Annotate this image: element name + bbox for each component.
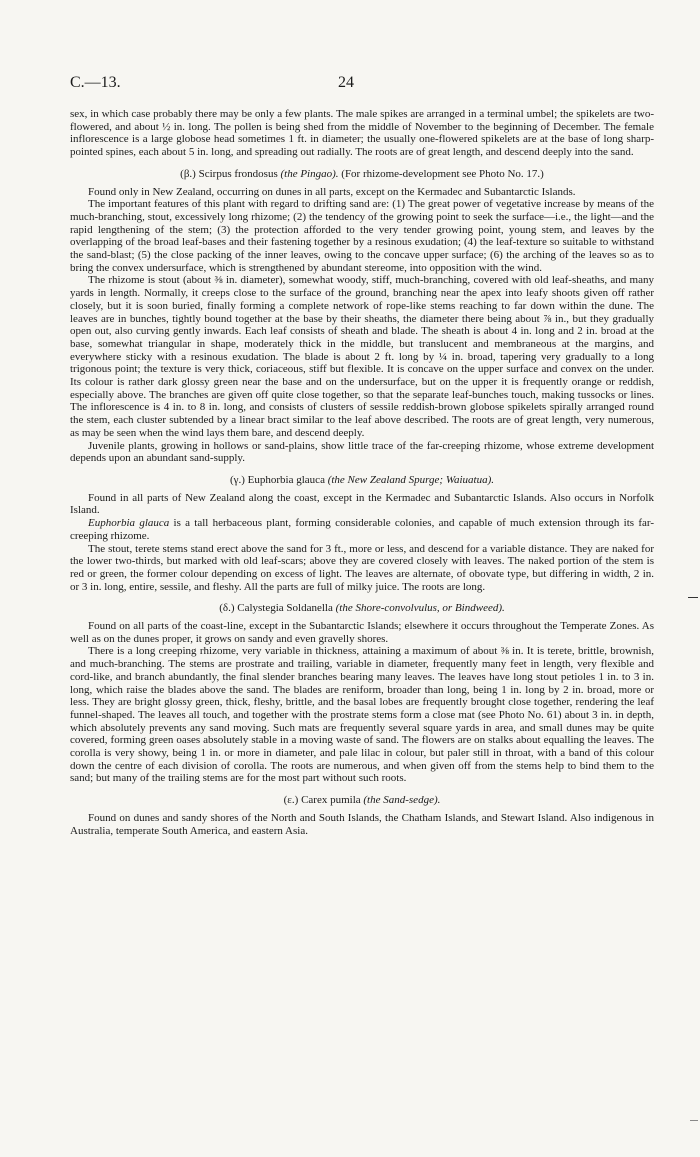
section-label: (γ.) [229, 473, 245, 486]
paragraph: The important features of this plant with regard to drifting sand are: (1) The great power of vegetative increase by means of the much-branching, stout, excessively long rhizome; (2) the tendency of the growing point to seek the surface—i.e., the light—and the rapid lengthening of the stem; (3) the protection afforded to the very tender growing point, young stem, and leaves by the overlapping of the broad leaf-bases and their fastening together by a resinous exudation; (4) the leaf-texture so suitable to withstand the sand-blast; (5) the close packing of the inner leaves, owing to the concave upper surface; (6) the arching of the leaves so as to bring the convex undersurface, which is strengthened by abundant stereome, into opposition with the wind. [70, 198, 654, 274]
species-name: Euphorbia glauca [247, 473, 325, 486]
species-name: Calystegia Soldanella [237, 602, 333, 615]
section-label: (β.) [180, 167, 196, 180]
paragraph: The rhizome is stout (about ⅜ in. diameter), somewhat woody, stiff, much-branching, covered with old leaf-sheaths, and many yards in length. Normally, it creeps close to the surface of the ground, branching near the apex into leafy shoots given off rather closely, but it is soon buried, finally forming a complete network of rope-like stems reaching to far down within the dune. The leaves are in bunches, tightly bound together at the base by their sheaths, the diameter there being about ⅞ in., but they gradually open out, also curving gently inwards. Each leaf consists of sheath and blade. The sheath is about 4 in. long and 2 in. broad at the base, somewhat triangular in shape, moderately thick in the middle, but translucent and membraneous at the margins, and everywhere sticky with a resinous exudation. The blade is about 2 ft. long by ¼ in. broad, tapering very gradually to a long trigonous point; the texture is very thick, coriaceous, stiff but flexible. It is concave on the upper surface and convex on the under. Its colour is rather dark glossy green near the base and on the undersurface, but on the upper it is frequently orange or reddish, especially above. The branches are given off quite close together, so that the separate leaf-bunches touch, making tussocks or lines. The inflorescence is 4 in. to 8 in. long, and consists of clusters of sessile reddish-brown globose spikelets spirally arranged round the stem, each cluster subtended by a linear bract similar to the leaf above described. The roots are of great length, very numerous, as may be seen when the wind lays them bare, and descend deeply. [70, 274, 654, 439]
edge-mark [690, 1120, 698, 1121]
section-heading-epsilon [70, 794, 654, 807]
paragraph: The stout, terete stems stand erect above the sand for 3 ft., more or less, and descend for a variable distance. They are naked for the lower two-thirds, but marked with old leaf-scars; above they are covered closely with leaves. The naked portion of the stem is red or green, the former colour depending on excess of light. The leaves are alternate, of obovate type, but differing in width, 2 in. or 3 in. long, entire, sessile, and fleshy. All the parts are full of milky juice. The roots are long. [70, 542, 654, 593]
page-body [70, 108, 654, 837]
section-label: (δ.) [219, 602, 235, 615]
section-label: (ε.) [283, 794, 299, 807]
species-name: Carex pumila [301, 794, 361, 807]
species-name: Scirpus frondosus [198, 167, 278, 180]
page-number: 24 [338, 74, 354, 91]
common-name: (the New Zealand Spurge; Waiuatua). [327, 473, 495, 486]
paragraph: Juvenile plants, growing in hollows or sand-plains, show little trace of the far-creeping rhizome, whose extreme development depends upon an abundant sand-supply. [70, 439, 654, 465]
section-heading-beta [70, 168, 654, 181]
paragraph: Found on dunes and sandy shores of the North and South Islands, the Chatham Islands, and Stewart Island. Also indigenous in Australia, temperate South America, and eastern Asia. [70, 811, 654, 837]
common-name: (the Sand-sedge). [363, 794, 441, 807]
species-name-italic: Euphorbia glauca [88, 517, 170, 530]
paragraph [70, 517, 654, 542]
paragraph: Found on all parts of the coast-line, except in the Subantarctic Islands; elsewhere it occurs throughout the Temperate Zones. As well as on the dunes proper, it grows on sandy and even gravelly shores. [70, 620, 654, 645]
paragraph-text: is a tall herbaceous plant, forming considerable colonies, and capable of much extension through its far-creeping rhizome. [70, 517, 654, 542]
intro-paragraph: sex, in which case probably there may be only a few plants. The male spikes are arranged in a terminal umbel; the spikelets are two-flowered, and about ½ in. long. The pollen is being shed from the middle of November to the beginning of December. The female inflorescence is a large globose head sometimes 1 ft. in diameter; the usually one-flowered spikelets are at the base of long sharp-pointed spines, each about 5 in. long, and spreading out radially. The roots are of great length, and descend deeply into the sand. [70, 108, 654, 159]
page-header [70, 74, 654, 94]
margin-dash [688, 597, 698, 598]
common-name: (the Pingao). [280, 167, 339, 180]
paragraph: Found in all parts of New Zealand along the coast, except in the Kermadec and Subantarctic Islands. Also occurs in Norfolk Island. [70, 491, 654, 517]
section-heading-gamma [70, 474, 654, 487]
paragraph: Found only in New Zealand, occurring on dunes in all parts, except on the Kermadec and Subantarctic Islands. [88, 185, 576, 198]
section-note: (For rhizome-development see Photo No. 17.) [341, 167, 544, 180]
common-name: (the Shore-convolvulus, or Bindweed). [335, 602, 505, 615]
paragraph: There is a long creeping rhizome, very variable in thickness, attaining a maximum of about ⅜ in. It is terete, brittle, brownish, and much-branching. The stems are prostrate and trailing, variable in diameter, frequently many feet in length, very flexible and cord-like, and branch abundantly, the final slender branches bearing many leaves. The leaves have long stout petioles 1 in. to 3 in. long, which raise the blades above the sand. The blades are reniform, broader than long, being 1 in. long by 2 in. broad, more or less. They are bright glossy green, thick, fleshy, brittle, and the basal lobes are frequently brought close together, rendering the leaf funnel-shaped. The leaves all touch, and together with the prostrate stems form a close mat (see Photo No. 61) about 3 in. in depth, which absolutely prevents any sand moving. Such mats are frequently several square yards in area, and small dunes may be quite covered, forming green oases absolutely stable in a moving waste of sand. The flowers are on stalks about equalling the leaves. The corolla is very showy, being 1 in. or more in diameter, and pale lilac in colour, but paler still in throat, with a band of this colour down the centre of each division of corolla. The roots are numerous, and when given off from the stems help to bind them to the sand; but many of the trailing stems are for the most part without such roots. [70, 645, 654, 785]
document-reference: C.—13. [70, 74, 121, 91]
section-heading-delta [70, 602, 654, 615]
